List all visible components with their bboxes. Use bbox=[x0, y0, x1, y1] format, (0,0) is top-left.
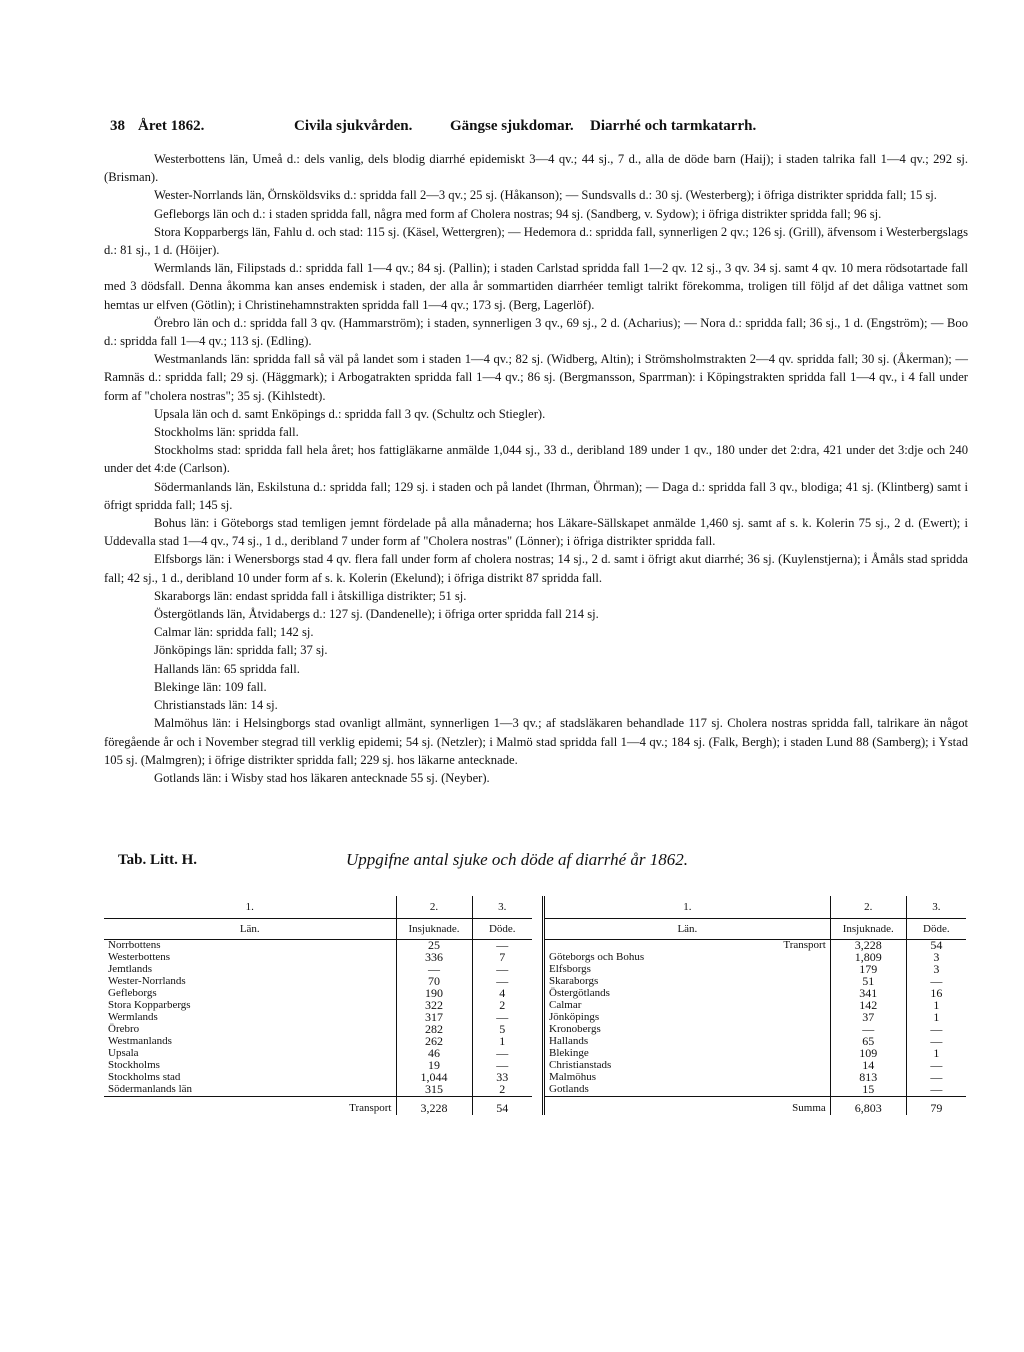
cell-lan: Blekinge bbox=[544, 1048, 831, 1060]
paragraph: Elfsborgs län: i Wenersborgs stad 4 qv. flera fall under form af cholera nostras; 14 sj., 2 d. samt i öfrigt akut diarrhé; 36 sj. (Kuylenstjerna); i Åmåls stad spridda fall; 42 sj., 1 d., deribland 10 under form af s. k. Kolerin (Ekelund); i öfriga distrikt 87 spridda fall. bbox=[104, 552, 968, 585]
table-row bbox=[104, 964, 532, 976]
cell-insjuknade: 14 bbox=[830, 1060, 906, 1072]
paragraph: Skaraborgs län: endast spridda fall i åtskilliga distrikter; 51 sj. bbox=[154, 588, 467, 603]
paragraph: Blekinge län: 109 fall. bbox=[154, 679, 267, 694]
cell-lan: Södermanlands län bbox=[104, 1084, 396, 1097]
cell-lan: Westmanlands bbox=[104, 1036, 396, 1048]
paragraph: Örebro län och d.: spridda fall 3 qv. (Hammarström); i staden, synnerligen 3 qv., 69 sj., 2 d. (Acharius); — Nora d.: spridda fall; 36 sj., 1 d. (Engström); — Boo d.: spridda fall 1—4 qv.; 113 sj. (Edling). bbox=[104, 315, 968, 349]
table-row bbox=[544, 952, 967, 964]
paragraph: Stockholms stad: spridda fall hela året; hos fattigläkarne anmälde 1,044 sj., 33 d., deribland 189 under 1 qv., 180 under det 2:dra, 421 under det 3:dje och 240 under det 4:de (Carlson). bbox=[104, 443, 968, 476]
col-number: 3. bbox=[906, 896, 966, 919]
cell-insjuknade: 282 bbox=[396, 1024, 472, 1036]
table-row bbox=[104, 976, 532, 988]
cell-dode: 3 bbox=[933, 950, 940, 965]
col-header: Döde. bbox=[906, 919, 966, 940]
cell-lan: Stockholms bbox=[104, 1060, 396, 1072]
cell-lan: Skaraborgs bbox=[544, 976, 831, 988]
paragraph: Westerbottens län, Umeå d.: dels vanlig, dels blodig diarrhé epidemiskt 3—4 qv.; 44 sj., 7 d., alla de döde barn (Haij); i staden talrika fall 1—4 qv.; 292 sj. (Brisman). bbox=[104, 152, 968, 185]
cell-insjuknade: 262 bbox=[396, 1036, 472, 1048]
table-row bbox=[544, 1072, 967, 1084]
cell-lan: Jemtlands bbox=[104, 964, 396, 976]
table-row bbox=[544, 976, 967, 988]
col-header: Insjuknade. bbox=[830, 919, 906, 940]
cell-lan: Transport bbox=[544, 940, 831, 953]
cell-lan: Kronobergs bbox=[544, 1024, 831, 1036]
col-header: Döde. bbox=[472, 919, 532, 940]
table-row bbox=[104, 1000, 532, 1012]
table-title-row bbox=[118, 850, 978, 876]
table-right bbox=[542, 896, 966, 1115]
table-label: Tab. Litt. H. bbox=[118, 852, 198, 868]
paragraph: Wermlands län, Filipstads d.: spridda fall 1—4 qv.; 84 sj. (Pallin); i staden Carlstad spridda fall 1—2 qv. 12 sj., 3 qv. 34 sj. samt 4 qv. 10 mera rödsotartade fall med 3 dödsfall. Denna åkomma kan anses endemisk i staden, der alla år sommartiden diarrhéer temligt talrikt förekomma, troligen till följd af det dåliga vattnet som hemtas ur elfven (Götlin); i Christinehamnstrakten spridda fall 1—4 qv.; 173 sj. (Berg, Lagerlöf). bbox=[104, 261, 968, 312]
cell-insjuknade: 315 bbox=[396, 1084, 472, 1097]
cell-dode: 54 bbox=[472, 1097, 532, 1115]
table-row bbox=[104, 1060, 532, 1072]
cell-dode: 2 bbox=[499, 1082, 506, 1097]
cell-insjuknade: 3,228 bbox=[396, 1097, 472, 1115]
cell-dode: 7 bbox=[499, 950, 506, 965]
table-row bbox=[104, 952, 532, 964]
cell-insjuknade: 46 bbox=[396, 1048, 472, 1060]
cell-insjuknade: 317 bbox=[396, 1012, 472, 1024]
paragraph: Calmar län: spridda fall; 142 sj. bbox=[154, 625, 314, 640]
paragraph: Södermanlands län, Eskilstuna d.: spridda fall; 129 sj. i staden och på landet (Ihrman, Öhrman); — Daga d.: spridda fall 3 qv., blodiga; 41 sj. (Klintberg) samt i öfrigt spridda fall; 145 sj. bbox=[104, 479, 968, 512]
table-row bbox=[104, 1048, 532, 1060]
cell-insjuknade: 322 bbox=[396, 1000, 472, 1012]
cell-insjuknade: 3,228 bbox=[830, 940, 906, 953]
table-row bbox=[544, 1060, 967, 1072]
cell-insjuknade: 179 bbox=[830, 964, 906, 976]
cell-lan: Calmar bbox=[544, 1000, 831, 1012]
cell-lan: Göteborgs och Bohus bbox=[544, 952, 831, 964]
cell-insjuknade: 336 bbox=[396, 952, 472, 964]
col-number: 2. bbox=[396, 896, 472, 919]
cell-insjuknade: 1,044 bbox=[396, 1072, 472, 1084]
cell-lan: Örebro bbox=[104, 1024, 396, 1036]
paragraph: Gotlands län: i Wisby stad hos läkaren antecknade 55 sj. (Neyber). bbox=[154, 770, 490, 785]
cell-insjuknade: — bbox=[830, 1024, 906, 1036]
cell-insjuknade: 109 bbox=[830, 1048, 906, 1060]
cell-dode: — bbox=[930, 1022, 943, 1037]
cell-lan: Stora Kopparbergs bbox=[104, 1000, 396, 1012]
table-column-headers bbox=[104, 919, 532, 940]
cell-dode: — bbox=[930, 1082, 943, 1097]
cell-dode: — bbox=[930, 974, 943, 989]
table-row bbox=[104, 940, 532, 953]
paragraph: Jönköpings län: spridda fall; 37 sj. bbox=[154, 643, 328, 658]
cell-dode: 1 bbox=[933, 1046, 940, 1061]
paragraph: Westmanlands län: spridda fall så väl på landet som i staden 1—4 qv.; 82 sj. (Widberg, Altin); i Strömsholmstrakten 2—4 qv. spridda fall; 30 sj. (Åkerman); — Ramnäs d.: spridda fall; 29 sj. (Häggmark); i Arbogatrakten spridda fall 1—4 qv.; 86 sj. (Bergmansson, Sparrman): i Köpingstrakten spridda fall 1—4 qv., i 4 fall under form af "cholera nostras"; 35 sj. (Kihlstedt). bbox=[104, 352, 968, 403]
paragraph: Stora Kopparbergs län, Fahlu d. och stad: 115 sj. (Käsel, Wettergren); — Hedemora d.: spridda fall, synnerligen 2 qv.; 126 sj. (Grill), äfvensom i Westerbergslags d.: 81 sj., 1 d. (Höijer). bbox=[104, 224, 968, 258]
cell-dode: 1 bbox=[933, 998, 940, 1013]
cell-insjuknade: 142 bbox=[830, 1000, 906, 1012]
cell-dode: 5 bbox=[499, 1022, 506, 1037]
col-header: Län. bbox=[104, 919, 396, 940]
cell-dode: 1 bbox=[499, 1034, 506, 1049]
page-number: 38 bbox=[110, 118, 125, 134]
cell-dode: 3 bbox=[933, 962, 940, 977]
header-subsection: Gängse sjukdomar. bbox=[450, 118, 574, 134]
table-row bbox=[104, 988, 532, 1000]
cell-insjuknade: 6,803 bbox=[830, 1097, 906, 1115]
cell-lan: Stockholms stad bbox=[104, 1072, 396, 1084]
cell-lan: Wester-Norrlands bbox=[104, 976, 396, 988]
cell-lan: Hallands bbox=[544, 1036, 831, 1048]
paragraph: Upsala län och d. samt Enköpings d.: spridda fall 3 qv. (Schultz och Stiegler). bbox=[154, 406, 546, 421]
table-row bbox=[104, 1036, 532, 1048]
paragraph: Christianstads län: 14 sj. bbox=[154, 698, 278, 713]
cell-insjuknade: 15 bbox=[830, 1084, 906, 1097]
table-row bbox=[544, 1012, 967, 1024]
paragraph: Östergötlands län, Åtvidabergs d.: 127 sj. (Dandenelle); i öfriga orter spridda fall 214 sj. bbox=[154, 607, 599, 622]
table-row bbox=[544, 1024, 967, 1036]
cell-dode: 33 bbox=[496, 1070, 509, 1085]
cell-lan: Summa bbox=[544, 1097, 831, 1115]
table-row bbox=[544, 940, 967, 953]
col-header: Insjuknade. bbox=[396, 919, 472, 940]
table-row bbox=[104, 1024, 532, 1036]
paragraph: Stockholms län: spridda fall. bbox=[154, 425, 299, 440]
cell-insjuknade: 190 bbox=[396, 988, 472, 1000]
cell-insjuknade: — bbox=[396, 964, 472, 976]
cell-dode: — bbox=[930, 1070, 943, 1085]
paragraph: Hallands län: 65 spridda fall. bbox=[154, 661, 300, 676]
paragraph: Malmöhus län: i Helsingborgs stad ovanligt allmänt, synnerligen 1—3 qv.; af stadsläkaren behandlade 117 sj. Cholera nostras spridda fall, talrikare än något föregående år och i November stegrad till verklig epidemi; 54 sj. (Netzler); i Malmö stad spridda fall 1—4 qv.; 184 sj. (Falk, Bergh); i staden Lund 88 (Samberg); i Ystad 105 sj. (Malmgren); i öfrige distrikter spridda fall; 229 sj. hos läkarne antecknade. bbox=[104, 716, 968, 767]
cell-dode: — bbox=[496, 1010, 509, 1025]
table-row bbox=[544, 1048, 967, 1060]
header-section: Civila sjukvården. bbox=[294, 118, 413, 134]
table-row bbox=[544, 964, 967, 976]
cell-dode: — bbox=[496, 938, 509, 953]
table-left bbox=[104, 896, 532, 1115]
table-column-numbers bbox=[544, 896, 967, 919]
table-row bbox=[544, 988, 967, 1000]
cell-insjuknade: 25 bbox=[396, 940, 472, 953]
table-row bbox=[544, 1000, 967, 1012]
cell-lan: Östergötlands bbox=[544, 988, 831, 1000]
cell-lan: Wermlands bbox=[104, 1012, 396, 1024]
cell-lan: Gotlands bbox=[544, 1084, 831, 1097]
cell-dode: — bbox=[496, 1058, 509, 1073]
cell-lan: Westerbottens bbox=[104, 952, 396, 964]
running-header bbox=[110, 118, 970, 140]
cell-insjuknade: 813 bbox=[830, 1072, 906, 1084]
table-column-numbers bbox=[104, 896, 532, 919]
cell-dode: — bbox=[496, 1046, 509, 1061]
cell-insjuknade: 65 bbox=[830, 1036, 906, 1048]
table-total-row bbox=[544, 1097, 967, 1115]
table-row bbox=[104, 1012, 532, 1024]
table-row bbox=[104, 1084, 532, 1097]
cell-dode: — bbox=[930, 1058, 943, 1073]
col-number: 1. bbox=[544, 896, 831, 919]
cell-lan: Norrbottens bbox=[104, 940, 396, 953]
cell-insjuknade: 37 bbox=[830, 1012, 906, 1024]
table-title: Uppgifne antal sjuke och döde af diarrhé år 1862. bbox=[346, 850, 689, 869]
cell-dode: 54 bbox=[930, 938, 943, 953]
cell-dode: 4 bbox=[499, 986, 506, 1001]
table-row bbox=[544, 1084, 967, 1097]
table-column-headers bbox=[544, 919, 967, 940]
cell-lan: Jönköpings bbox=[544, 1012, 831, 1024]
cell-lan: Gefleborgs bbox=[104, 988, 396, 1000]
cell-dode: — bbox=[496, 962, 509, 977]
cell-insjuknade: 341 bbox=[830, 988, 906, 1000]
body-text bbox=[104, 150, 968, 787]
cell-lan: Christianstads bbox=[544, 1060, 831, 1072]
table-total-row bbox=[104, 1097, 532, 1115]
cell-insjuknade: 51 bbox=[830, 976, 906, 988]
cell-dode: 1 bbox=[933, 1010, 940, 1025]
cell-dode: 2 bbox=[499, 998, 506, 1013]
cell-lan: Upsala bbox=[104, 1048, 396, 1060]
paragraph: Wester-Norrlands län, Örnsköldsviks d.: spridda fall 2—3 qv.; 25 sj. (Håkanson); — Sundsvalls d.: 30 sj. (Westerberg); i öfriga distrikter spridda fall; 15 sj. bbox=[154, 188, 937, 203]
cell-insjuknade: 19 bbox=[396, 1060, 472, 1072]
cell-insjuknade: 1,809 bbox=[830, 952, 906, 964]
cell-dode: — bbox=[930, 1034, 943, 1049]
cell-lan: Elfsborgs bbox=[544, 964, 831, 976]
table-row bbox=[544, 1036, 967, 1048]
cell-lan: Malmöhus bbox=[544, 1072, 831, 1084]
cell-dode: 16 bbox=[930, 986, 943, 1001]
header-year: Året 1862. bbox=[138, 118, 205, 134]
cell-dode: 79 bbox=[906, 1097, 966, 1115]
col-number: 3. bbox=[472, 896, 532, 919]
cell-dode: — bbox=[496, 974, 509, 989]
cell-insjuknade: 70 bbox=[396, 976, 472, 988]
paragraph: Gefleborgs län och d.: i staden spridda fall, några med form af Cholera nostras; 94 sj. (Sandberg, v. Sydow); i öfriga distrikter spridda fall; 96 sj. bbox=[154, 206, 882, 221]
col-number: 1. bbox=[104, 896, 396, 919]
cell-lan: Transport bbox=[104, 1097, 396, 1115]
col-header: Län. bbox=[544, 919, 831, 940]
table-row bbox=[104, 1072, 532, 1084]
paragraph: Bohus län: i Göteborgs stad temligen jemnt fördelade på alla månaderna; hos Läkare-Sällskapet anmälde 1,460 sj. samt af s. k. Kolerin 75 sj., 2 d. (Ewert); i Uddevalla stad 1—4 qv., 74 sj., 1 d., deribland 7 under form af "Cholera nostras" (Lönner); i öfriga distrikter spridda fall. bbox=[104, 516, 968, 549]
header-topic: Diarrhé och tarmkatarrh. bbox=[590, 118, 757, 134]
col-number: 2. bbox=[830, 896, 906, 919]
